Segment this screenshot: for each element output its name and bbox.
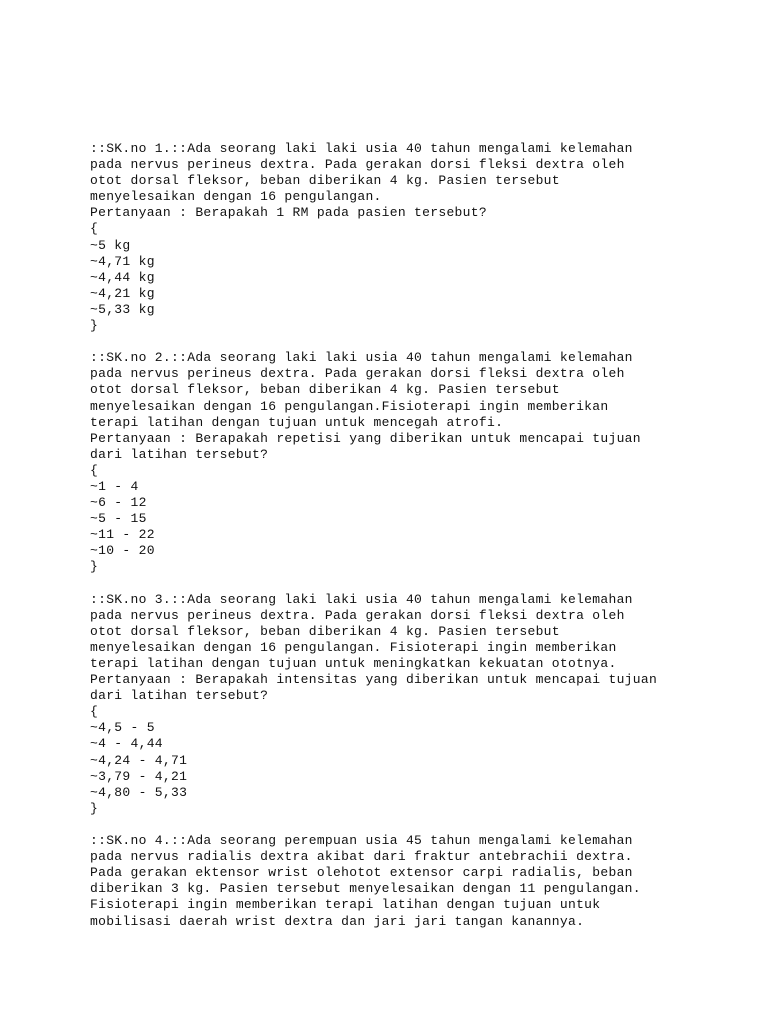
text-line: ::SK.no 3.::Ada seorang laki laki usia 40 tahun mengalami kelemahan [90, 591, 633, 607]
document-content [90, 141, 730, 930]
text-line: ::SK.no 2.::Ada seorang laki laki usia 40 tahun mengalami kelemahan [90, 350, 633, 366]
question-block-1 [90, 141, 730, 334]
text-line: ~5,33 kg [90, 301, 155, 317]
text-line: menyelesaikan dengan 16 pengulangan. [90, 189, 382, 205]
text-line: } [90, 318, 99, 334]
text-line: ~4,44 kg [90, 269, 155, 285]
text-line: } [90, 800, 99, 816]
text-line: ~5 kg [90, 237, 131, 253]
text-line: ~4,21 kg [90, 285, 155, 301]
question-block-2 [90, 350, 730, 575]
text-line: Pertanyaan : Berapakah intensitas yang diberikan untuk mencapai tujuan [90, 672, 658, 688]
text-line: ::SK.no 4.::Ada seorang perempuan usia 45 tahun mengalami kelemahan [90, 833, 633, 849]
text-line: ~4,5 - 5 [90, 720, 155, 736]
text-line: dari latihan tersebut? [90, 446, 269, 462]
text-line: menyelesaikan dengan 16 pengulangan.Fisioterapi ingin memberikan [90, 398, 609, 414]
text-line: ~4,80 - 5,33 [90, 784, 188, 800]
text-line: terapi latihan dengan tujuan untuk mencegah atrofi. [90, 414, 504, 430]
text-line: pada nervus perineus dextra. Pada gerakan dorsi fleksi dextra oleh [90, 607, 625, 623]
question-block-3 [90, 592, 730, 817]
text-line: mobilisasi daerah wrist dextra dan jari jari tangan kanannya. [90, 913, 585, 929]
text-line: Fisioterapi ingin memberikan terapi latihan dengan tujuan untuk [90, 897, 601, 913]
text-line: pada nervus perineus dextra. Pada gerakan dorsi fleksi dextra oleh [90, 366, 625, 382]
text-line: { [90, 221, 99, 237]
text-line: ~6 - 12 [90, 495, 147, 511]
text-line: dari latihan tersebut? [90, 688, 269, 704]
question-block-4 [90, 833, 730, 930]
text-line: otot dorsal fleksor, beban diberikan 4 kg. Pasien tersebut [90, 173, 560, 189]
text-line: otot dorsal fleksor, beban diberikan 4 kg. Pasien tersebut [90, 623, 560, 639]
text-line: ~4,24 - 4,71 [90, 752, 188, 768]
block-separator [90, 576, 730, 592]
text-line: { [90, 462, 99, 478]
text-line: Pertanyaan : Berapakah 1 RM pada pasien tersebut? [90, 205, 487, 221]
text-line: terapi latihan dengan tujuan untuk meningkatkan kekuatan ototnya. [90, 656, 617, 671]
text-line: ~1 - 4 [90, 478, 139, 494]
text-line: ::SK.no 1.::Ada seorang laki laki usia 40 tahun mengalami kelemahan [90, 141, 633, 156]
text-line: ~5 - 15 [90, 511, 147, 527]
text-line: ~3,79 - 4,21 [90, 768, 188, 784]
text-line: ~10 - 20 [90, 543, 155, 559]
block-separator [90, 817, 730, 833]
text-line: ~4,71 kg [90, 253, 155, 269]
text-line: otot dorsal fleksor, beban diberikan 4 kg. Pasien tersebut [90, 382, 560, 398]
text-line: ~4 - 4,44 [90, 736, 163, 752]
text-line: Pada gerakan ektensor wrist olehotot extensor carpi radialis, beban [90, 865, 633, 881]
text-line: ~11 - 22 [90, 527, 155, 543]
text-line: diberikan 3 kg. Pasien tersebut menyelesaikan dengan 11 pengulangan. [90, 881, 641, 897]
block-separator [90, 334, 730, 350]
text-line: { [90, 704, 99, 720]
text-line: Pertanyaan : Berapakah repetisi yang diberikan untuk mencapai tujuan [90, 430, 641, 446]
text-line: menyelesaikan dengan 16 pengulangan. Fisioterapi ingin memberikan [90, 639, 617, 655]
text-line: pada nervus radialis dextra akibat dari fraktur antebrachii dextra. [90, 849, 633, 865]
text-line: } [90, 559, 99, 575]
text-line: pada nervus perineus dextra. Pada gerakan dorsi fleksi dextra oleh [90, 157, 625, 173]
